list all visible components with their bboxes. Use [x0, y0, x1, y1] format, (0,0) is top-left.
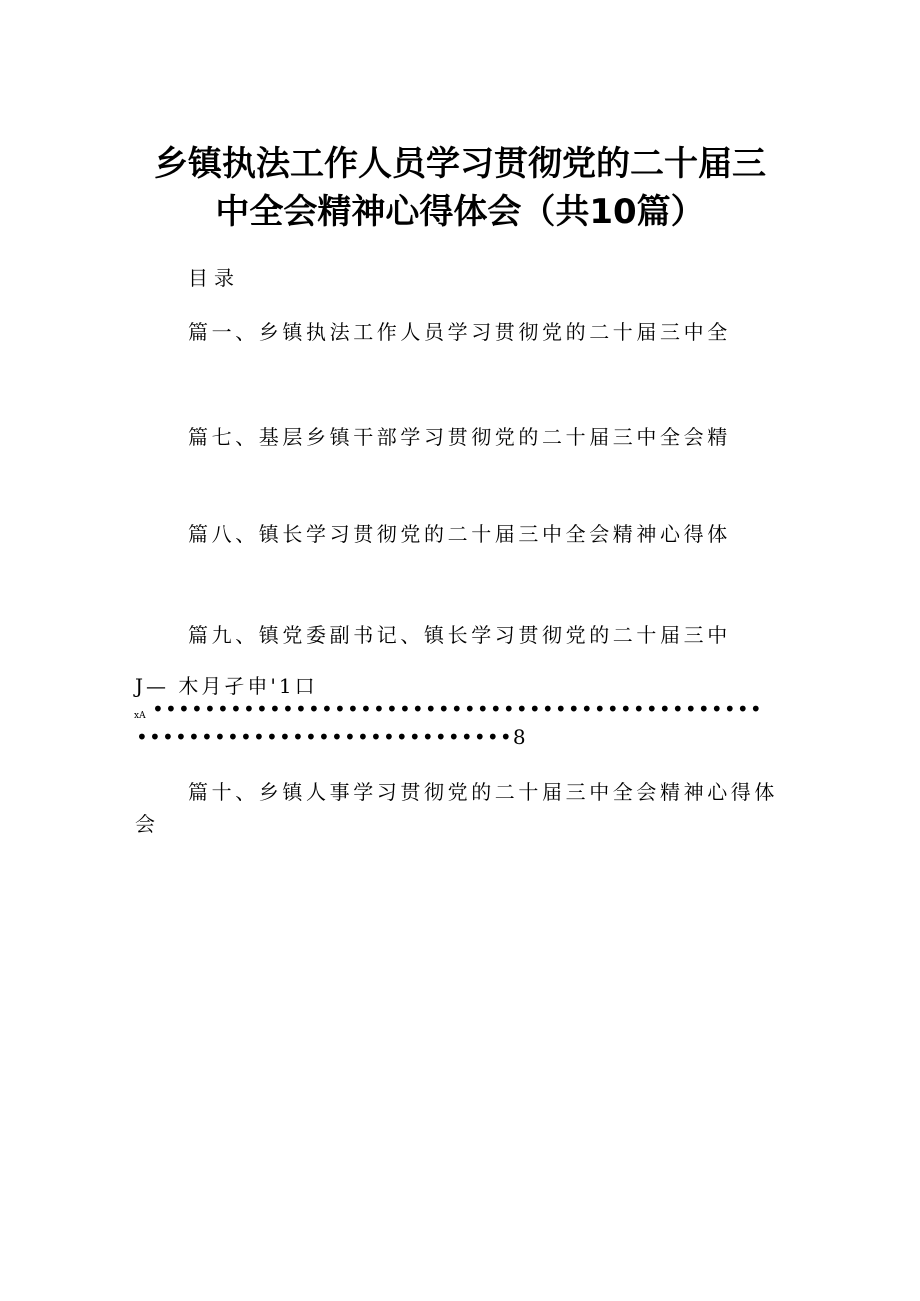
document-title-line-1: 乡镇执法工作人员学习贯彻党的二十届三	[154, 144, 766, 184]
page-number: 8	[512, 725, 526, 749]
toc-entry: 篇一、乡镇执法工作人员学习贯彻党的二十届三中全	[188, 320, 731, 344]
toc-heading: 目录	[188, 266, 240, 290]
toc-entry: 篇七、基层乡镇干部学习贯彻党的二十届三中全会精	[188, 425, 731, 449]
document-title-line-2: 中全会精神心得体会（共10篇）	[215, 192, 705, 232]
toc-entry-last: 篇十、乡镇人事学习贯彻党的二十届三中全会精神心得体	[188, 780, 778, 804]
toc-entry-last-continuation: 会	[135, 812, 155, 836]
tiny-mark: xA	[134, 711, 146, 721]
toc-entry: 篇九、镇党委副书记、镇长学习贯彻党的二十届三中	[188, 623, 731, 647]
dot-leader-line-with-page	[136, 725, 526, 749]
dot-leader: •••••••••••••••••••••••••••••	[136, 725, 513, 749]
garbled-text-line: J— 木月孑申'1口	[135, 674, 318, 698]
toc-entry: 篇八、镇长学习贯彻党的二十届三中全会精神心得体	[188, 522, 731, 546]
dot-leader-line: •••••••••••••••••••••••••••••••••••••••••••••••	[152, 697, 763, 721]
